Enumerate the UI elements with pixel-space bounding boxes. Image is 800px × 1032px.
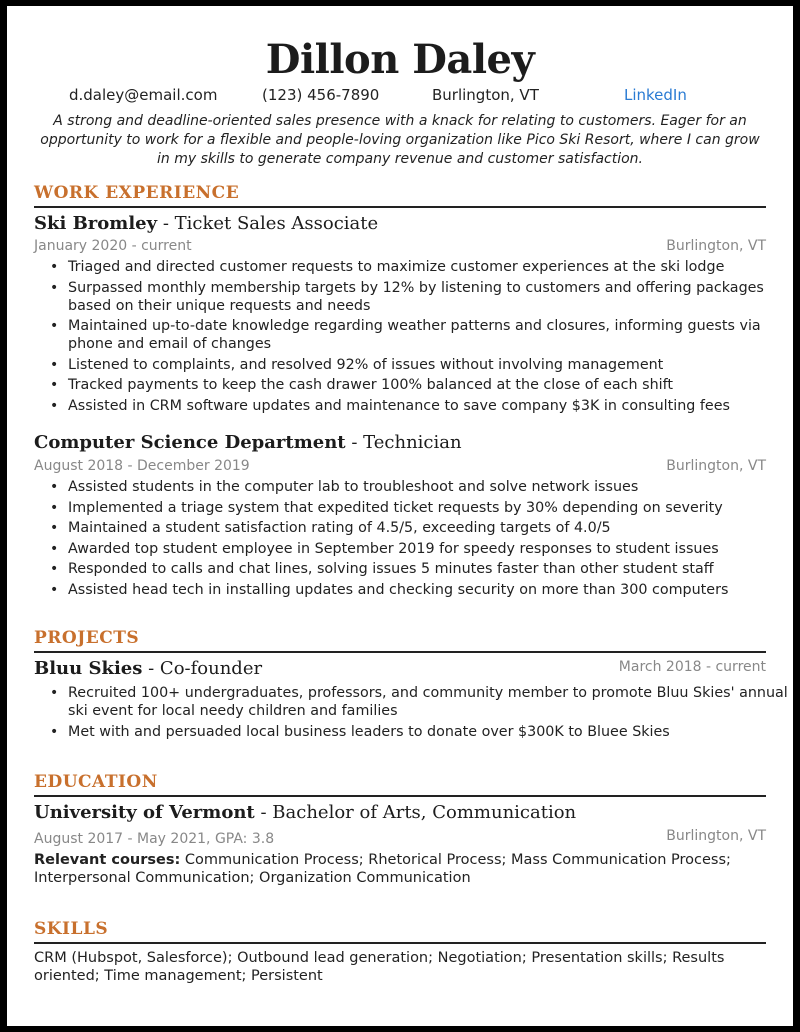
project-role: - Co-founder	[148, 658, 263, 679]
candidate-name: Dillon Daley	[265, 36, 535, 83]
project-bullets	[34, 684, 793, 743]
job-role: - Technician	[351, 432, 462, 453]
education-degree: - Bachelor of Arts, Communication	[260, 802, 577, 823]
section-divider	[34, 651, 766, 653]
education-location: Burlington, VT	[666, 828, 766, 844]
list-item: • Met with and persuaded local business leaders to donate over $300K to Bluee Skies	[68, 723, 793, 741]
job-company: Ski Bromley	[34, 213, 158, 234]
list-item: • Tracked payments to keep the cash drawer 100% balanced at the close of each shift	[68, 376, 793, 394]
education-heading	[34, 802, 576, 823]
section-divider	[34, 795, 766, 797]
section-title-projects: PROJECTS	[34, 628, 140, 648]
job-dates: January 2020 - current	[34, 238, 192, 254]
education-dates: August 2017 - May 2021, GPA: 3.8	[34, 831, 275, 847]
list-item: • Recruited 100+ undergraduates, professors, and community member to promote Bluu Skies' annual ski event for local needy children and families	[68, 684, 793, 720]
job-bullets	[34, 258, 793, 417]
job-heading	[34, 213, 378, 234]
list-item: • Triaged and directed customer requests to maximize customer experiences at the ski lodge	[68, 258, 793, 276]
list-item: • Listened to complaints, and resolved 92% of issues without involving management	[68, 356, 793, 374]
list-item: • Assisted students in the computer lab to troubleshoot and solve network issues	[68, 478, 793, 496]
contact-email: d.daley@email.com	[69, 86, 218, 104]
list-item: • Maintained a student satisfaction rating of 4.5/5, exceeding targets of 4.0/5	[68, 519, 793, 537]
job-heading	[34, 432, 462, 453]
linkedin-link[interactable]: LinkedIn	[624, 86, 687, 104]
education-school: University of Vermont	[34, 802, 255, 823]
professional-summary: A strong and deadline-oriented sales presence with a knack for relating to customers. Eager for an opportunity to work for a flexible and people-loving organization like Pico Ski Resort, where I can grow in my skills to generate company revenue and customer satisfaction.	[40, 113, 760, 167]
job-location: Burlington, VT	[666, 458, 766, 474]
list-item: • Assisted in CRM software updates and maintenance to save company $3K in consulting fees	[68, 397, 793, 415]
courses-list: Communication Process; Rhetorical Process; Mass Communication Process; Interpersonal Communication; Organization Communication	[34, 852, 731, 886]
list-item: • Responded to calls and chat lines, solving issues 5 minutes faster than other student staff	[68, 560, 793, 578]
section-title-education: EDUCATION	[34, 772, 158, 792]
courses-label: Relevant courses:	[34, 852, 181, 868]
resume-page	[7, 6, 793, 1026]
section-title-skills: SKILLS	[34, 919, 109, 939]
job-company: Computer Science Department	[34, 432, 346, 453]
contact-phone: (123) 456-7890	[262, 86, 380, 104]
list-item: • Surpassed monthly membership targets by 12% by listening to customers and offering packages based on their unique requests and needs	[68, 279, 793, 315]
job-bullets	[34, 478, 793, 601]
job-location: Burlington, VT	[666, 238, 766, 254]
contact-location: Burlington, VT	[432, 86, 539, 104]
section-divider	[34, 206, 766, 208]
job-role: - Ticket Sales Associate	[162, 213, 379, 234]
list-item: • Awarded top student employee in September 2019 for speedy responses to student issues	[68, 540, 793, 558]
project-dates: March 2018 - current	[618, 659, 766, 675]
section-title-work: WORK EXPERIENCE	[34, 183, 240, 203]
list-item: • Maintained up-to-date knowledge regarding weather patterns and closures, informing guests via phone and email of changes	[68, 317, 793, 353]
relevant-courses	[34, 851, 766, 887]
list-item: • Implemented a triage system that expedited ticket requests by 30% depending on severity	[68, 499, 793, 517]
section-divider	[34, 942, 766, 944]
project-heading	[34, 658, 262, 679]
skills-list: CRM (Hubspot, Salesforce); Outbound lead generation; Negotiation; Presentation skills; Results oriented; Time management; Persistent	[34, 950, 725, 984]
list-item: • Assisted head tech in installing updates and checking security on more than 300 computers	[68, 581, 793, 599]
job-dates: August 2018 - December 2019	[34, 458, 250, 474]
project-name: Bluu Skies	[34, 658, 143, 679]
